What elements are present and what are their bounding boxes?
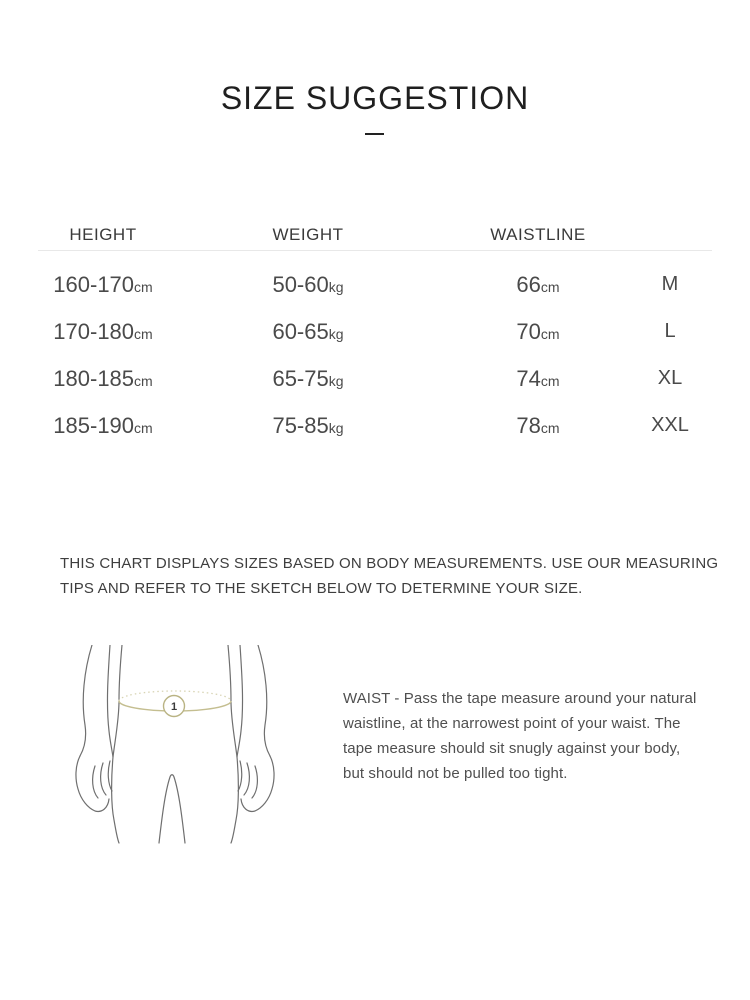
size-table — [38, 220, 712, 449]
table-row — [38, 402, 712, 449]
table-row — [38, 261, 712, 308]
value: 75-85 — [272, 412, 329, 438]
value: 70 — [516, 318, 541, 344]
unit: cm — [540, 278, 560, 295]
cell-height — [38, 366, 168, 392]
cell-size: L — [664, 320, 676, 342]
cell-height — [38, 319, 168, 345]
value: 170-180 — [53, 318, 135, 344]
value: 66 — [516, 271, 541, 297]
note-line: THIS CHART DISPLAYS SIZES BASED ON BODY MEASUREMENTS. USE OUR MEASURING — [60, 555, 719, 572]
cell-waistline — [448, 272, 628, 298]
cell-size: XL — [657, 367, 683, 389]
value: 180-185 — [53, 365, 135, 391]
size-table-header-row — [38, 220, 712, 250]
value: 60-65 — [272, 318, 329, 344]
unit: kg — [328, 325, 344, 342]
cell-size: M — [661, 273, 679, 295]
waist-instruction-line: tape measure should sit snugly against your body, — [343, 740, 681, 757]
cell-size: XXL — [651, 414, 689, 436]
cell-height — [38, 413, 168, 439]
measurement-note — [60, 551, 720, 601]
body-sketch-figure — [65, 645, 335, 849]
unit: cm — [134, 419, 153, 436]
value: 74 — [516, 365, 541, 391]
unit: cm — [134, 325, 153, 342]
table-row — [38, 355, 712, 402]
value: 50-60 — [272, 271, 329, 297]
table-row — [38, 308, 712, 355]
cell-waistline — [448, 366, 628, 392]
waist-instruction-line: WAIST - Pass the tape measure around your natural — [343, 690, 697, 707]
unit: cm — [540, 325, 560, 342]
cell-weight — [168, 366, 448, 392]
unit: kg — [328, 278, 344, 295]
table-divider-line — [38, 250, 712, 251]
cell-weight — [168, 319, 448, 345]
unit: cm — [540, 372, 560, 389]
unit: cm — [134, 372, 153, 389]
waist-instruction-line: but should not be pulled too tight. — [343, 765, 568, 782]
waist-instruction — [343, 686, 733, 786]
title-dash-divider — [365, 133, 384, 135]
unit: cm — [540, 419, 560, 436]
value: 160-170 — [53, 271, 135, 297]
header-weight: WEIGHT — [272, 225, 344, 244]
unit: kg — [328, 372, 344, 389]
value: 185-190 — [53, 412, 135, 438]
value: 78 — [516, 412, 541, 438]
cell-waistline — [448, 413, 628, 439]
unit: cm — [134, 278, 153, 295]
size-table-body — [38, 261, 712, 449]
waist-marker — [164, 696, 185, 717]
cell-weight — [168, 272, 448, 298]
svg-text:1: 1 — [170, 701, 178, 713]
value: 65-75 — [272, 365, 329, 391]
cell-height — [38, 272, 168, 298]
header-waistline: WAISTLINE — [490, 225, 586, 244]
cell-waistline — [448, 319, 628, 345]
header-height: HEIGHT — [69, 225, 137, 244]
waist-instruction-line: waistline, at the narrowest point of your waist. The — [343, 715, 681, 732]
unit: kg — [328, 419, 344, 436]
cell-weight — [168, 413, 448, 439]
page-title: SIZE SUGGESTION — [220, 80, 530, 116]
note-line: TIPS AND REFER TO THE SKETCH BELOW TO DETERMINE YOUR SIZE. — [60, 580, 583, 597]
